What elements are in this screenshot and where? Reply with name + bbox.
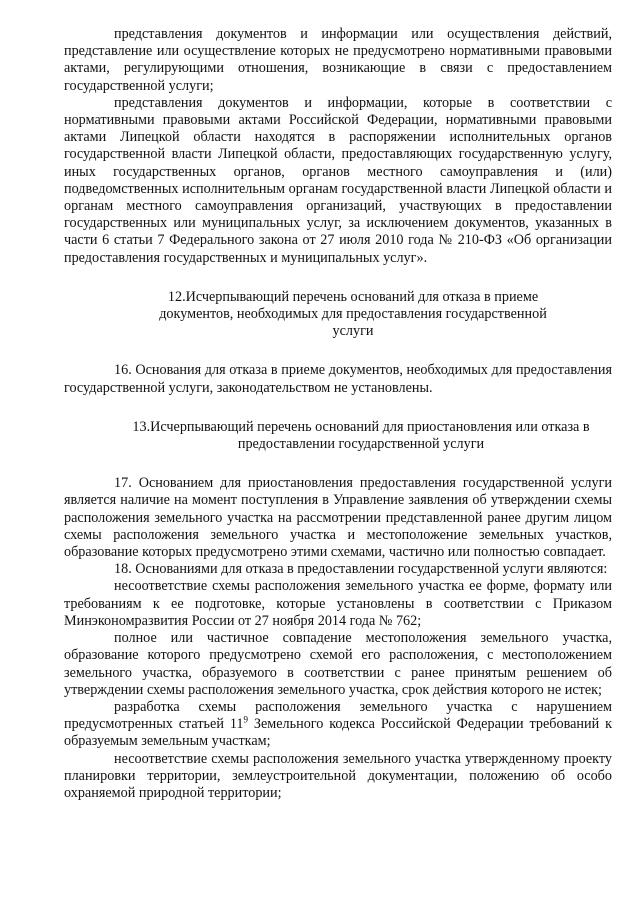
paragraph-17: 17. Основанием для приостановления предоставления государственной услуги является наличие на момент поступления в Управление заявления об утверждении схемы расположения земельного участка на рассмотрении представленной ранее другим лицом схемы расположения земельного участка и местоположение земельных участков, образование которых предусмотрено этими схемами, частично или полностью совпадает.	[64, 475, 612, 561]
paragraph-no-extra-documents: представления документов и информации или осуществления действий, представление или осуществление которых не предусмотрено нормативными правовыми актами, регулирующими отношения, возникающие в связи с предоставлением государственной услуги;	[64, 26, 612, 94]
item3-text-after: Земельного кодекса Российской Федерации требований к образуемым земельным участкам;	[64, 716, 612, 750]
paragraph-16: 16. Основания для отказа в приеме документов, необходимых для предоставления государственной услуги, законодательством не установлены.	[64, 362, 612, 396]
section-12-heading: 12.Исчерпывающий перечень оснований для отказа в приеме документов, необходимых для предоставления государственной услуги	[159, 288, 547, 340]
refusal-item-article-violation	[64, 699, 612, 751]
section-13-heading: 13.Исчерпывающий перечень оснований для приостановления или отказа в предоставлении государственной услуги	[132, 418, 590, 453]
refusal-item-form-mismatch: несоответствие схемы расположения земельного участка ее форме, формату или требованиям к ее подготовке, которые установлены в соответствии с Приказом Минэкономразвития России от 27 ноября 2014 года № 762;	[64, 578, 612, 629]
refusal-item-location-overlap: полное или частичное совпадение местоположения земельного участка, образование которого предусмотрено схемой его расположения, с местоположением земельного участка, образуемого в соответствии с ранее принятым решением об утверждении схемы расположения земельного участка, срок действия которого не истек;	[64, 630, 612, 698]
paragraph-no-interagency-documents: представления документов и информации, которые в соответствии с нормативными правовыми актами Российской Федерации, нормативными правовыми актами Липецкой области находятся в распоряжении исполнительных органов государственной власти Липецкой области, предоставляющих государственную услугу, иных государственных органов, органов местного самоуправления и (или) подведомственных исполнительным органам государственной власти Липецкой области и органам местного самоуправления организаций, участвующих в предоставлении государственных или муниципальных услуг, за исключением документов, указанных в части 6 статьи 7 Федерального закона от 27 июля 2010 года № 210-ФЗ «Об организации предоставления государственных и муниципальных услуг».	[64, 94, 612, 266]
paragraph-18: 18. Основаниями для отказа в предоставлении государственной услуги являются:	[114, 561, 608, 578]
item3-text-before: разработка схемы расположения земельного участка с нарушением предусмотренных статьей 11	[64, 698, 612, 733]
article-superscript: 9	[243, 714, 248, 725]
refusal-item-planning-mismatch: несоответствие схемы расположения земельного участка утвержденному проекту планировки территории, землеустроительной документации, положению об особо охраняемой природной территории;	[64, 750, 612, 801]
